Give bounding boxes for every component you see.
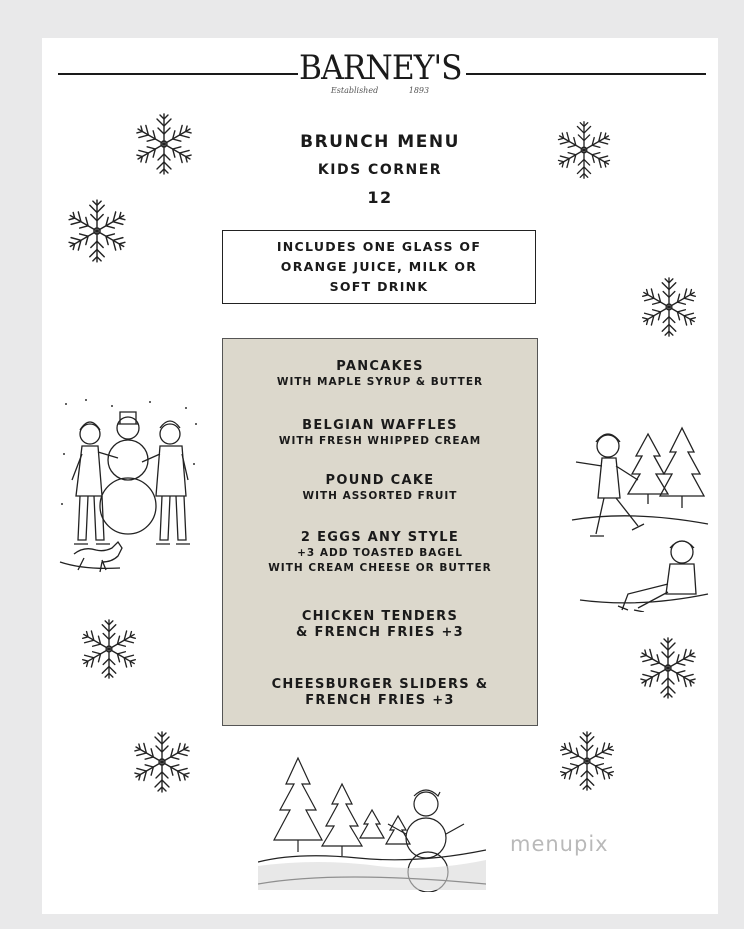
- snowflake-icon: [634, 634, 702, 702]
- kids-skating-illustration: [570, 424, 710, 612]
- logo-name: BARNEY'S: [299, 48, 462, 88]
- snowflake-icon: [62, 196, 132, 266]
- menu-item-waffles: [223, 418, 537, 449]
- snowman-winter-scene-illustration: [258, 754, 486, 892]
- snowflake-icon: [130, 110, 198, 178]
- menu-item-chicken-tenders: [223, 609, 537, 641]
- menu-item-desc: WITH MAPLE SYRUP & BUTTER: [276, 376, 484, 388]
- menu-item-desc: WITH ASSORTED FRUIT: [302, 490, 458, 502]
- header-rule-left: [58, 73, 298, 75]
- menu-item-name-line2: & FRENCH FRIES +3: [296, 625, 464, 640]
- includes-line: INCLUDES ONE GLASS OF: [276, 239, 482, 254]
- menu-item-desc: +3 ADD TOASTED BAGEL: [297, 547, 463, 559]
- header-rule-right: [466, 73, 706, 75]
- menu-item-pound-cake: [223, 473, 537, 504]
- menu-item-name: 2 EGGS ANY STYLE: [300, 530, 460, 545]
- page-subtitle: KIDS CORNER: [317, 162, 443, 178]
- menu-item-desc: WITH CREAM CHEESE OR BUTTER: [268, 562, 492, 574]
- includes-line: ORANGE JUICE, MILK OR: [280, 259, 478, 274]
- menu-item-name: CHICKEN TENDERS: [301, 609, 459, 624]
- logo-year: 1893: [408, 86, 430, 95]
- snowflake-icon: [128, 728, 196, 796]
- menu-item-name-line2: FRENCH FRIES +3: [305, 693, 455, 708]
- menu-item-name: PANCAKES: [336, 359, 424, 374]
- kids-building-snowman-illustration: [56, 394, 202, 576]
- snowflake-icon: [554, 728, 620, 794]
- snowflake-icon: [76, 616, 142, 682]
- price: 12: [367, 188, 393, 207]
- menu-item-pancakes: [223, 359, 537, 390]
- menu-items-box: [222, 338, 538, 726]
- menu-item-sliders: [223, 677, 537, 709]
- includes-box: [222, 230, 536, 304]
- barneys-logo: [292, 48, 468, 102]
- menu-item-name: POUND CAKE: [325, 473, 435, 488]
- menu-item-name: BELGIAN WAFFLES: [302, 418, 458, 433]
- page-title: BRUNCH MENU: [300, 132, 460, 152]
- includes-line: SOFT DRINK: [329, 279, 429, 294]
- menupix-watermark: menupix: [510, 832, 609, 856]
- menu-page: [42, 38, 718, 914]
- snowflake-icon: [636, 274, 702, 340]
- menu-item-name: CHEESBURGER SLIDERS &: [271, 677, 489, 692]
- logo-established-label: Established: [330, 86, 379, 95]
- snowflake-icon: [552, 118, 616, 182]
- menu-item-eggs: [223, 530, 537, 576]
- menu-item-desc: WITH FRESH WHIPPED CREAM: [278, 435, 482, 447]
